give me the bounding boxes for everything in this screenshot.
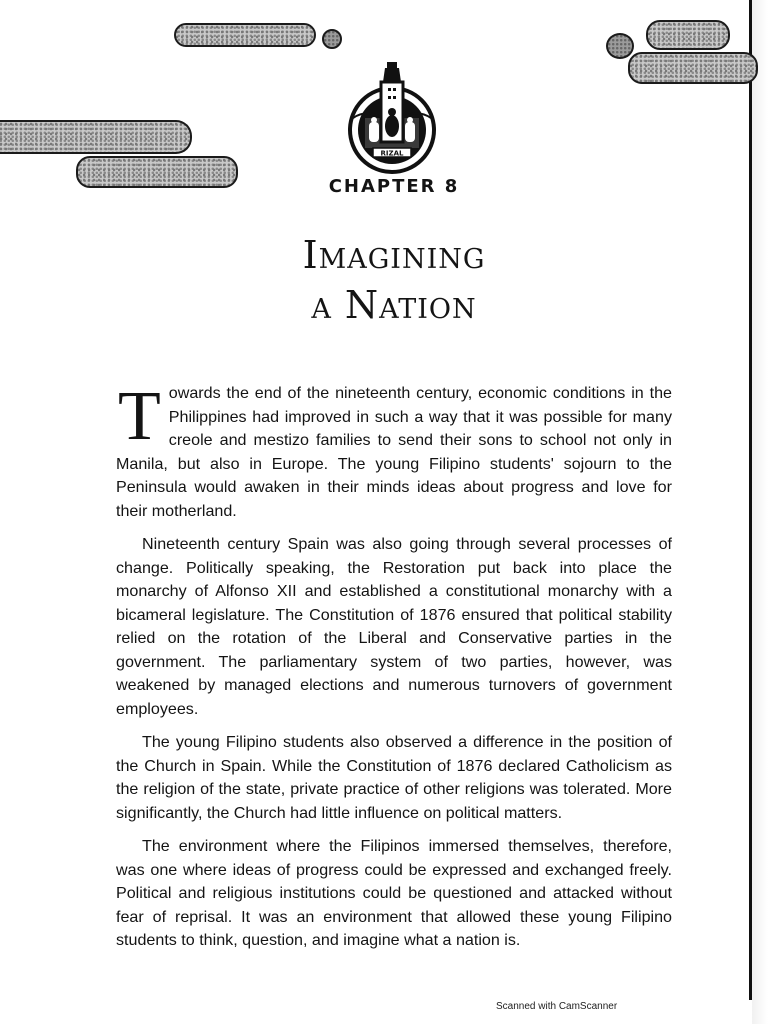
- chapter-label: CHAPTER 8: [328, 176, 460, 197]
- drop-cap: T: [118, 378, 161, 455]
- paragraph-2: Nineteenth century Spain was also going through several processes of change. Politically speaking, the Restoration put back into place the monarchy of Alfonso XII and established a constitutional monarchy with a bicameral legislature. The Constitution of 1876 ensured that political stability relied on the rotation of the Liberal and Conservative parties in the government. The parliamentary system of two parties, however, was weakened by managed elections and numerous turnovers of government employees.: [116, 535, 672, 718]
- chapter-title: [0, 230, 768, 330]
- scanner-watermark: Scanned with CamScanner: [496, 1001, 618, 1012]
- page-edge-line: [749, 0, 752, 1000]
- page-edge-shadow: [752, 0, 768, 1024]
- chapter-emblem: [345, 60, 439, 175]
- body-text: [116, 378, 672, 963]
- paragraph-1-text: owards the end of the nineteenth century, economic conditions in the Philippines had improved in such a way that it was possible for many creole and mestizo families to send their sons to school not only in Manila, but also in Europe. The young Filipino students' sojourn to the Peninsula would awaken in their minds ideas about progress and love for their motherland.: [116, 384, 672, 520]
- rizal-monument-emblem-icon: [345, 60, 439, 175]
- emblem-text: RIZAL: [380, 149, 404, 158]
- chapter-title-line-1: Imagining: [302, 233, 486, 277]
- paragraph-4: The environment where the Filipinos immersed themselves, therefore, was one where ideas of progress could be expressed and exchanged freely. Political and religious institutions could be questioned and attacked without fear of reprisal. It was an environment that allowed these young Filipino students to think, question, and imagine what a nation is.: [116, 837, 672, 949]
- paragraph-3: The young Filipino students also observed a difference in the position of the Church in Spain. While the Constitution of 1876 declared Catholicism as the religion of the state, private practice of other religions was tolerated. More significantly, the Church had little influence on political matters.: [116, 733, 672, 822]
- paragraph-1: [116, 378, 672, 523]
- chapter-title-line-2: a Nation: [311, 283, 477, 327]
